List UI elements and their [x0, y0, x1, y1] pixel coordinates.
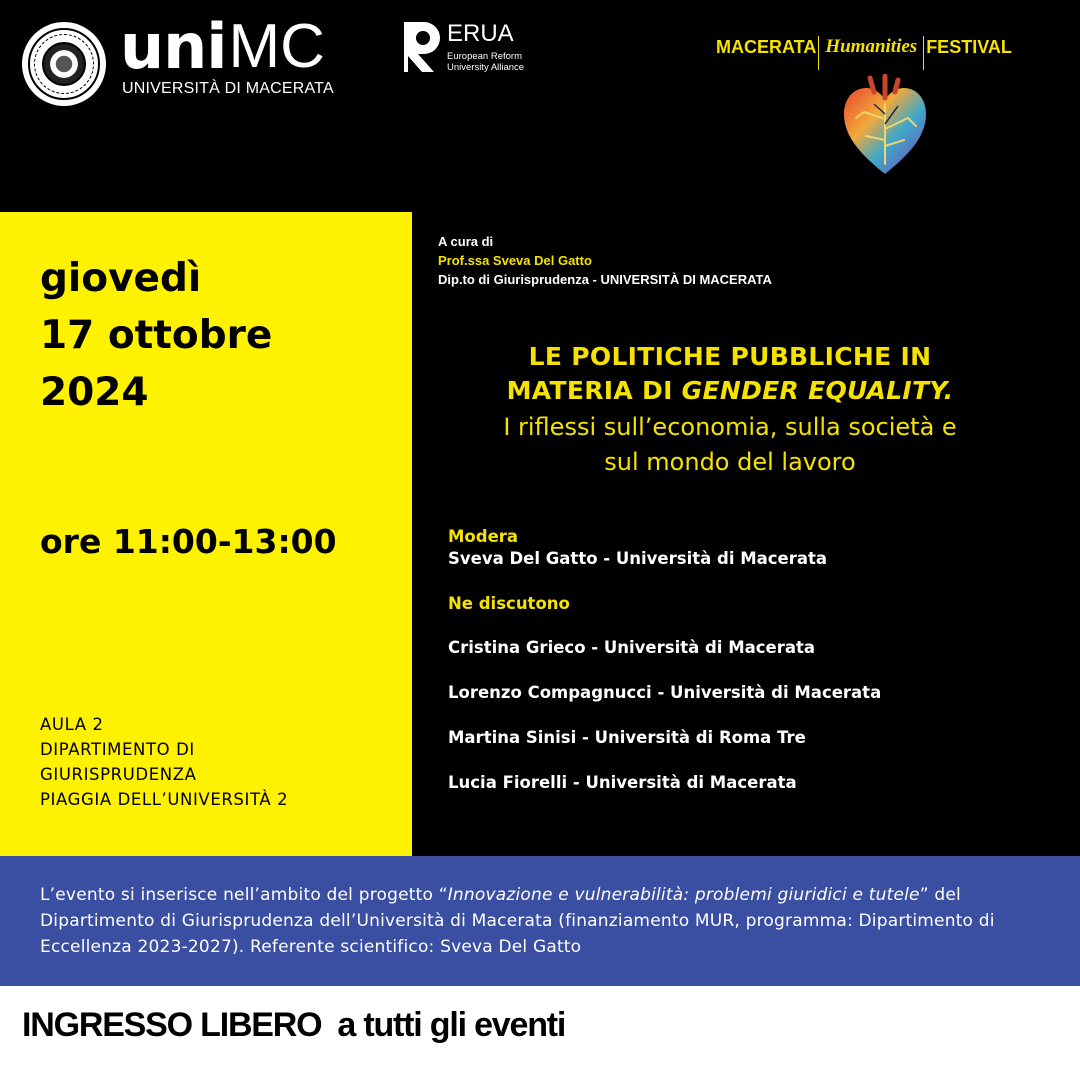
- event-time: ore 11:00-13:00: [40, 522, 337, 561]
- university-seal-icon: [22, 22, 106, 106]
- festival-logo-part2: Humanities: [825, 36, 918, 57]
- unimc-logo-mc: MC: [228, 12, 325, 81]
- panelist-name: Cristina Grieco - Università di Macerata: [448, 638, 816, 657]
- erua-logo-line1: European Reform: [447, 51, 522, 62]
- moderator-label: Modera: [448, 527, 519, 546]
- title-line2-b: GENDER EQUALITY.: [681, 376, 954, 405]
- subtitle-line2: sul mondo del lavoro: [604, 448, 856, 476]
- erua-logo-subtitle: [447, 51, 524, 73]
- free-entry-rest: a tutti gli eventi: [337, 1006, 566, 1044]
- erua-logo-name: ERUA: [447, 20, 514, 47]
- venue-line: GIURISPRUDENZA: [40, 765, 197, 784]
- panelist-name: Martina Sinisi - Università di Roma Tre: [448, 728, 806, 747]
- project-note: [40, 882, 1050, 960]
- free-entry-notice: [22, 1006, 565, 1045]
- event-date: [40, 250, 272, 421]
- note-part2: ” del Dipartimento di Giurisprudenza dell’Università di Macerata (finanziamento MUR, programma: Dipartimento di Eccellenza 2023-2027). Referente scientifico: Sveva Del Gatto: [40, 885, 995, 957]
- title-line2-a: MATERIA DI: [506, 376, 682, 405]
- unimc-logo-subtitle: UNIVERSITÀ DI MACERATA: [122, 80, 334, 97]
- event-year: 2024: [40, 370, 149, 415]
- event-subtitle: [420, 410, 1040, 480]
- event-day: giovedì: [40, 256, 202, 301]
- moderator-name: Sveva Del Gatto - Università di Macerata: [448, 549, 828, 568]
- venue-line: DIPARTIMENTO DI: [40, 740, 195, 759]
- event-title: [420, 340, 1040, 408]
- free-entry-label: INGRESSO LIBERO: [22, 1006, 322, 1044]
- note-project-title-b: tutele: [868, 885, 920, 905]
- venue-line: AULA 2: [40, 715, 104, 734]
- unimc-logo: [120, 10, 325, 83]
- panelist-name: Lucia Fiorelli - Università di Macerata: [448, 773, 797, 792]
- panelist-name: Lorenzo Compagnucci - Università di Macerata: [448, 683, 882, 702]
- festival-divider: [818, 36, 819, 70]
- festival-logo: [716, 30, 1012, 64]
- panel-label: Ne discutono: [448, 594, 570, 613]
- heart-icon: [840, 74, 930, 176]
- festival-divider: [923, 36, 924, 70]
- note-project-title-a: Innovazione e vulnerabilità: problemi giuridici e: [447, 885, 864, 905]
- event-venue: [40, 712, 288, 812]
- unimc-logo-uni: uni: [120, 10, 227, 83]
- erua-logo-line2: University Alliance: [447, 62, 525, 73]
- event-date-text: 17 ottobre: [40, 313, 273, 358]
- header-bar: [0, 0, 1080, 212]
- curator-department: Dip.to di Giurisprudenza - UNIVERSITÀ DI MACERATA: [438, 272, 772, 287]
- festival-logo-part1: MACERATA: [716, 36, 817, 57]
- festival-logo-part3: FESTIVAL: [926, 36, 1012, 57]
- curated-label: A cura di: [438, 234, 494, 249]
- venue-line: PIAGGIA DELL’UNIVERSITÀ 2: [40, 790, 289, 809]
- title-line2: [420, 374, 1040, 408]
- subtitle-line1: I riflessi sull’economia, sulla società e: [503, 413, 957, 441]
- erua-logo-icon: [404, 22, 440, 72]
- curator-name: Prof.ssa Sveva Del Gatto: [438, 253, 592, 268]
- curated-by: [438, 232, 772, 289]
- title-line1: LE POLITICHE PUBBLICHE IN: [528, 342, 932, 371]
- note-part1: L’evento si inserisce nell’ambito del progetto “: [40, 885, 448, 905]
